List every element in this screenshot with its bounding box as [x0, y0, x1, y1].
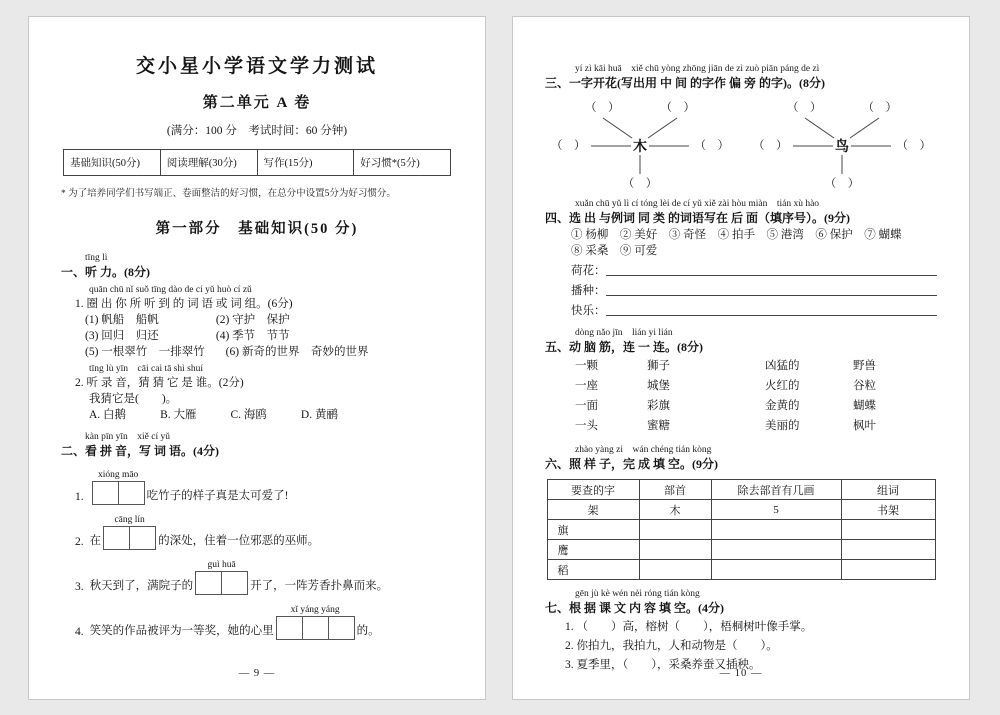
score-time-line: (满分：100 分 考试时间：60 分钟)	[166, 125, 348, 137]
write-boxes	[195, 571, 248, 595]
item-number: 1.	[75, 491, 84, 503]
table-cell: 木	[639, 500, 711, 520]
flower-center-char: 木	[633, 140, 647, 155]
pinyin-line-sec3: yí zì kāi huā xiě chū yòng zhōng jiān de zì zuò piān páng de zì	[575, 64, 820, 74]
matching-row	[545, 396, 937, 416]
write-box	[92, 481, 119, 505]
section-6-heading: 六、照 样 子，完 成 填 空。(9分)	[545, 457, 718, 471]
pinyin-line-sec2: kàn pīn yīn xiě cí yǔ	[85, 432, 170, 442]
table-header-cell: 除去部首有几画	[711, 480, 841, 500]
choice-a: A. 白鹅	[89, 409, 127, 421]
matching-cell: 彩旗	[647, 400, 670, 412]
word-flower-mu	[551, 100, 729, 192]
habit-footnote: * 为了培养同学们书写端正、卷面整洁的好习惯，在总分中设置5分为好习惯分。	[61, 189, 396, 199]
matching-cell: 野兽	[853, 360, 876, 372]
listening-option: (3) 回归 归还	[85, 330, 159, 342]
table-row	[547, 500, 935, 520]
pinyin-line-sec6: zhào yàng zi wán chéng tián kòng	[575, 445, 712, 455]
table-cell: 旗	[547, 520, 639, 540]
word-flower-area	[545, 100, 937, 192]
listening-item1-text: 1. 圈 出 你 所 听 到 的 词 语 或 词 组。(6分)	[75, 298, 293, 310]
part-one-heading: 第一部分 基础知识(50 分)	[155, 221, 359, 237]
flower-blank: （ ）	[694, 140, 729, 152]
fill-rule	[606, 263, 938, 276]
write-boxes	[276, 616, 355, 640]
listening-option-line	[61, 328, 453, 344]
answer-box-group	[195, 559, 248, 595]
table-cell: 架	[547, 500, 639, 520]
flower-blank: （ ）	[824, 178, 860, 190]
item-post-text: 开了，一阵芳香扑鼻而来。	[250, 580, 389, 592]
item-number: 3.	[75, 581, 84, 593]
listening-option: (1) 帆船 船帆	[85, 314, 159, 326]
matching-cell: 枫叶	[853, 420, 876, 432]
flower-blank: （ ）	[862, 102, 897, 114]
item-pre-text: 在	[89, 535, 102, 547]
flower-blank: （ ）	[896, 140, 931, 152]
fill-label: 荷花：	[571, 265, 606, 277]
listening-option-line	[61, 312, 453, 328]
table-header-cell: 部首	[639, 480, 711, 500]
item-post-text: 的。	[356, 625, 380, 637]
word-flower-niao	[753, 100, 931, 192]
listening-option: (5) 一根翠竹 一排翠竹	[85, 346, 205, 358]
cloze-item-1: 1. （ ）高，榕树（ ），梧桐树叶像手掌。	[565, 621, 813, 633]
matching-cell: 狮子	[647, 360, 670, 372]
pinyin-line-sec4: xuǎn chū yǔ lì cí tóng lèi de cí yǔ xiě zài hòu miàn tián xù hào	[575, 199, 820, 209]
score-cell-reading: 阅读理解(30分)	[160, 150, 257, 176]
answer-box-group	[276, 604, 355, 640]
pinyin-line-sec5: dòng nǎo jīn lián yi lián	[575, 328, 673, 338]
write-box	[221, 571, 248, 595]
fill-label: 快乐：	[571, 305, 606, 317]
flower-blank: （ ）	[660, 102, 695, 114]
paper-subtitle: 第二单元 A 卷	[202, 95, 312, 111]
box-pinyin: guì huā	[207, 560, 236, 570]
pinyin-write-item-1	[61, 469, 453, 505]
matching-cell: 一座	[575, 380, 598, 392]
table-cell	[711, 540, 841, 560]
matching-cell: 美丽的	[765, 420, 800, 432]
matching-cell: 城堡	[647, 380, 670, 392]
score-summary-table	[63, 149, 451, 176]
flower-blank: （ ）	[753, 140, 788, 152]
matching-cell: 蜜糖	[647, 420, 670, 432]
item-number: 4.	[75, 626, 84, 638]
pinyin-line-sec1: tīng lì	[85, 253, 108, 263]
item-number: 2.	[75, 536, 84, 548]
write-box	[129, 526, 156, 550]
radical-lookup-table	[547, 479, 936, 580]
table-row	[547, 540, 935, 560]
box-pinyin: xióng māo	[97, 470, 139, 480]
matching-row	[545, 416, 937, 436]
write-box	[276, 616, 303, 640]
section-4-heading: 四、选 出 与例词 同 类 的词语写在 后 面（填序号）。(9分)	[545, 211, 850, 225]
write-boxes	[92, 481, 145, 505]
fill-line-bozhong	[545, 283, 937, 299]
table-cell: 5	[711, 500, 841, 520]
listening-choices-line	[61, 407, 453, 423]
cloze-item-3: 3. 夏季里，（ ），采桑养蚕又插秧。	[565, 659, 761, 671]
write-boxes	[103, 526, 156, 550]
table-cell	[841, 540, 935, 560]
page-number-right: — 10 —	[719, 668, 763, 679]
matching-row	[545, 376, 937, 396]
page-number-left: — 9 —	[238, 668, 276, 679]
paper-title: 交小星小学语文学力测试	[135, 56, 378, 77]
matching-cell: 一面	[575, 400, 598, 412]
item-pre-text: 秋天到了，满院子的	[89, 580, 194, 592]
listening-option: (6) 新奇的世界 奇妙的世界	[225, 346, 369, 358]
fill-rule	[606, 303, 938, 316]
pinyin-line-sec7: gēn jù kè wén nèi róng tián kòng	[575, 589, 700, 599]
table-cell	[711, 560, 841, 580]
section-2-heading: 二、看 拼 音，写 词 语。(4分)	[61, 444, 219, 458]
matching-cell: 火红的	[765, 380, 800, 392]
matching-cell: 凶猛的	[765, 360, 800, 372]
pinyin-write-item-2	[61, 514, 453, 550]
word-bank-line-2: ⑧ 采桑 ⑨ 可爱	[571, 245, 658, 257]
choice-b: B. 大雁	[160, 409, 197, 421]
word-bank-line-1: ① 杨柳 ② 美好 ③ 奇怪 ④ 拍手 ⑤ 港湾 ⑥ 保护 ⑦ 蝴蝶	[571, 229, 902, 241]
section-5-heading: 五、动 脑 筋，连 一 连。(8分)	[545, 340, 703, 354]
answer-box-group	[103, 514, 156, 550]
table-cell: 鹰	[547, 540, 639, 560]
score-cell-writing: 写作(15分)	[257, 150, 354, 176]
table-cell	[639, 520, 711, 540]
table-header-row	[547, 480, 935, 500]
page-left	[28, 16, 486, 700]
listening-answer-line: 我猜它是( )。	[89, 393, 178, 405]
matching-cell: 蝴蝶	[853, 400, 876, 412]
choice-d: D. 黄鹂	[300, 409, 338, 421]
fill-rule	[606, 283, 938, 296]
write-box	[328, 616, 355, 640]
listening-item2-text: 2. 听 录 音，猜 猜 它 是 谁。(2分)	[75, 377, 244, 389]
table-cell	[711, 520, 841, 540]
section-7-heading: 七、根 据 课 文 内 容 填 空。(4分)	[545, 601, 724, 615]
write-box	[118, 481, 145, 505]
listening-option-line	[61, 344, 453, 360]
score-cell-habit: 好习惯*(5分)	[354, 150, 451, 176]
cloze-item-2: 2. 你拍九，我拍九，人和动物是（ ）。	[565, 640, 778, 652]
item-pre-text: 笑笑的作品被评为一等奖，她的心里	[89, 625, 274, 637]
flower-blank: （ ）	[551, 140, 586, 152]
matching-cell: 一头	[575, 420, 598, 432]
item-post-text: 吃竹子的样子真是太可爱了!	[146, 490, 289, 502]
page-right	[512, 16, 970, 700]
section-3-heading: 三、一字开花(写出用 中 间 的字作 偏 旁 的字)。(8分)	[545, 76, 825, 90]
table-header-cell: 组词	[841, 480, 935, 500]
table-cell	[639, 540, 711, 560]
fill-line-hehua	[545, 263, 937, 279]
matching-row	[545, 356, 937, 376]
choice-c: C. 海鸥	[230, 409, 267, 421]
pinyin-line-sec1-item2: tīng lù yīn cāi cai tā shì shuí	[89, 364, 203, 374]
table-row	[547, 560, 935, 580]
pinyin-line-sec1-item1: quān chū nǐ suǒ tīng dào de cí yǔ huò cí zǔ	[89, 285, 252, 295]
matching-cell: 金黄的	[765, 400, 800, 412]
table-cell	[841, 560, 935, 580]
flower-blank: （ ）	[787, 102, 822, 114]
table-cell	[841, 520, 935, 540]
fill-label: 播种：	[571, 285, 606, 297]
box-pinyin: xǐ yáng yáng	[290, 605, 340, 615]
table-cell: 稻	[547, 560, 639, 580]
matching-cell: 一颗	[575, 360, 598, 372]
write-box	[103, 526, 130, 550]
matching-cell: 谷粒	[853, 380, 876, 392]
score-summary-row	[64, 150, 451, 176]
flower-blank: （ ）	[585, 102, 620, 114]
box-pinyin: cāng lín	[114, 515, 145, 525]
listening-option: (4) 季节 节节	[215, 330, 290, 342]
score-cell-basics: 基础知识(50分)	[64, 150, 161, 176]
pinyin-write-item-4	[61, 604, 453, 640]
fill-line-kuaile	[545, 303, 937, 319]
answer-box-group	[92, 469, 145, 505]
table-header-cell: 要查的字	[547, 480, 639, 500]
table-cell: 书架	[841, 500, 935, 520]
item-post-text: 的深处，住着一位邪恶的巫师。	[158, 535, 320, 547]
pinyin-write-item-3	[61, 559, 453, 595]
table-cell	[639, 560, 711, 580]
listening-option: (2) 守护 保护	[215, 314, 290, 326]
table-row	[547, 520, 935, 540]
write-box	[302, 616, 329, 640]
section-1-heading: 一、听 力。(8分)	[61, 265, 150, 279]
write-box	[195, 571, 222, 595]
flower-center-char: 鸟	[835, 140, 849, 155]
flower-blank: （ ）	[622, 178, 658, 190]
